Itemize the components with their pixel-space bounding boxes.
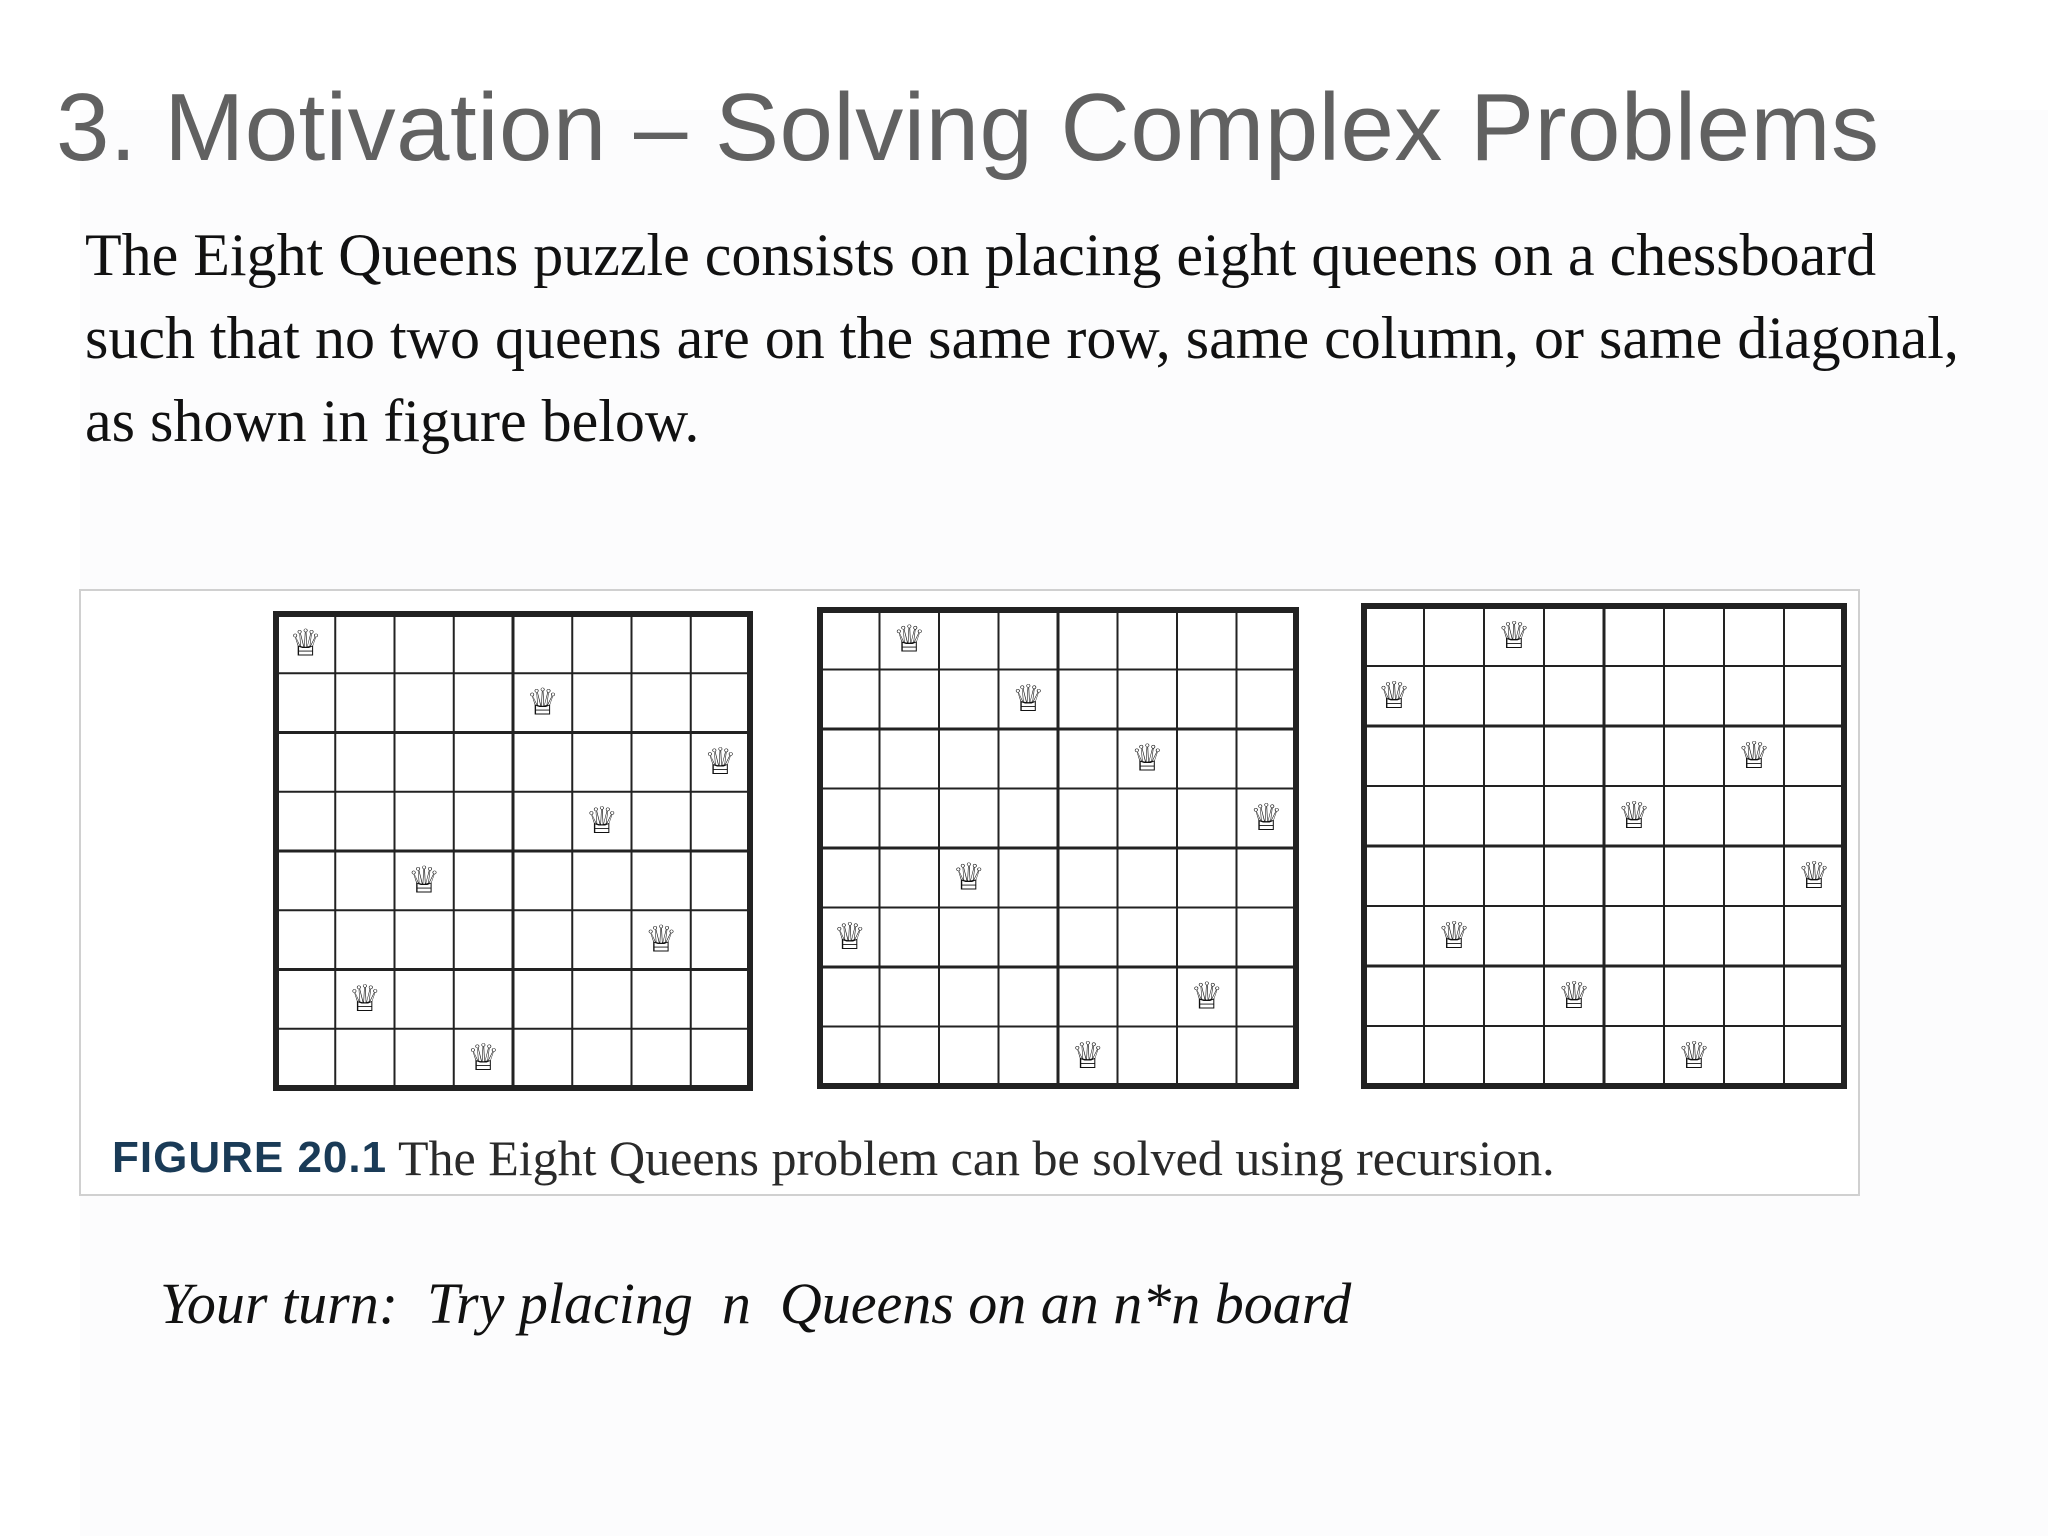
queen-icon: ♕ bbox=[466, 1036, 500, 1080]
queen-icon: ♕ bbox=[1190, 974, 1224, 1018]
queen-icon: ♕ bbox=[1071, 1034, 1105, 1078]
your-turn-prompt: Your turn: Try placing n Queens on an n*n board bbox=[160, 1271, 1352, 1336]
chessboard-1-svg bbox=[272, 610, 754, 1092]
chessboard-2-svg bbox=[816, 606, 1300, 1090]
queen-icon: ♕ bbox=[526, 680, 560, 724]
queen-icon: ♕ bbox=[1437, 913, 1471, 957]
slide-body-text: The Eight Queens puzzle consists on placing eight queens on a chessboard such that no two queens are on the same row, same column, or same diagonal, as shown in figure below. bbox=[85, 222, 1959, 454]
queen-icon: ♕ bbox=[1011, 677, 1045, 721]
queen-icon: ♕ bbox=[1377, 673, 1411, 717]
queen-icon: ♕ bbox=[703, 739, 737, 783]
queen-icon: ♕ bbox=[1677, 1033, 1711, 1077]
chessboard-solution-1 bbox=[272, 610, 754, 1092]
slide-title: 3. Motivation – Solving Complex Problems bbox=[56, 74, 1880, 181]
queen-icon: ♕ bbox=[1797, 853, 1831, 897]
queen-icon: ♕ bbox=[1557, 973, 1591, 1017]
queen-icon: ♕ bbox=[1617, 793, 1651, 837]
figure-caption: The Eight Queens problem can be solved using recursion. bbox=[398, 1130, 1555, 1186]
queen-icon: ♕ bbox=[348, 976, 382, 1020]
queen-icon: ♕ bbox=[289, 621, 323, 665]
queen-icon: ♕ bbox=[585, 799, 619, 843]
chessboard-3-svg bbox=[1360, 602, 1848, 1090]
queen-icon: ♕ bbox=[833, 915, 867, 959]
queen-icon: ♕ bbox=[892, 617, 926, 661]
figure-number-label: FIGURE 20.1 bbox=[112, 1133, 388, 1182]
queen-icon: ♕ bbox=[1497, 613, 1531, 657]
queen-icon: ♕ bbox=[1130, 736, 1164, 780]
queen-icon: ♕ bbox=[407, 858, 441, 902]
queen-icon: ♕ bbox=[1249, 796, 1283, 840]
queen-icon: ♕ bbox=[952, 855, 986, 899]
chessboard-solution-3 bbox=[1360, 602, 1848, 1090]
chessboard-solution-2 bbox=[816, 606, 1300, 1090]
queen-icon: ♕ bbox=[644, 917, 678, 961]
queen-icon: ♕ bbox=[1737, 733, 1771, 777]
